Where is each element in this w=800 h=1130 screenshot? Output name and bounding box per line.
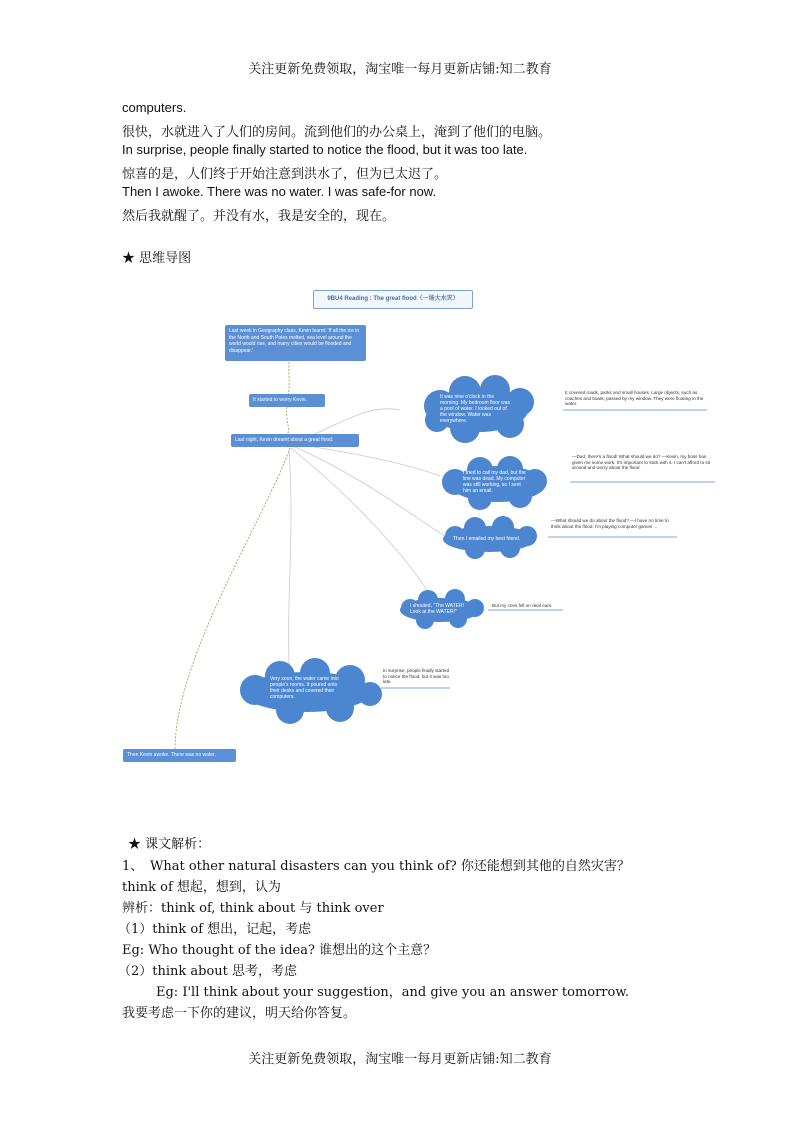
text-line: 惊喜的是，人们终于开始注意到洪水了，但为已太迟了。 [122, 167, 448, 182]
mindmap-heading: ★ 思维导图 [122, 251, 192, 266]
note-text: In surprise, people finally started to notice the flood, but it was too late. [383, 668, 450, 685]
mind-map [115, 278, 715, 768]
cloud-text: It was nine o'clock in the morning. My bedroom floor was a pool of water. I looked out of the window. Water was everywhere. [440, 394, 511, 424]
end-node: Then Kevin awoke. There was no water. [123, 749, 236, 762]
dream-node: Last night, Kevin dreamt about a great flood. [231, 434, 359, 447]
mind-map-title: 9BU4 Reading : The great flood（一场大水灾） [313, 290, 473, 309]
cloud-text: I tried to call my dad, but the line was dead. My computer was still working, so I sent him an email. [463, 470, 526, 494]
text-line: 我要考虑一下你的建议，明天给你答复。 [122, 1006, 357, 1021]
cloud-text: I shouted, "The WATER! Look at the WATER!" [410, 603, 465, 615]
text-line: 然后我就醒了。并没有水，我是安全的，现在。 [122, 209, 396, 224]
text-line: （1）think of 想出，记起，考虑 [118, 922, 312, 937]
page-footer: 关注更新免费领取，淘宝唯一每月更新店铺:知二教育 [248, 1052, 552, 1067]
text-line: think of 想起，想到，认为 [122, 880, 281, 895]
text-line: Then I awoke. There was no water. I was safe-for now. [122, 184, 437, 199]
intro-node: Last week in Geography class, Kevin learnt: 'If all the ice in the North and South Poles melted, sea level around the world would rise, and many cities would be flooded and disappear.' [225, 325, 366, 361]
question-number: 1、 [122, 859, 144, 874]
text-line: （2）think about 思考，考虑 [118, 964, 298, 979]
note-text: —Dad, there's a flood! What should we do? —Kevin, my boss has given me some work. It's important to stick with it. I can't afford to sit around and worry about the flood. [572, 454, 711, 471]
cloud-text: Very soon, the water came into people's rooms. It poured onto their desks and covered their computers. [270, 676, 339, 700]
page-header: 关注更新免费领取，淘宝唯一每月更新店铺:知二教育 [248, 62, 552, 77]
analysis-heading: ★ 课文解析： [128, 837, 211, 852]
note-text: But my cries fell on deaf ears. [492, 603, 553, 608]
cloud-text: Then I emailed my best friend. [453, 536, 521, 542]
text-line: computers. [122, 100, 187, 115]
note-text: It covered roads, parks and small houses. Large objects, such as coaches and boats, passed by my window. They were floating in the water. [565, 390, 704, 407]
question-text: What other natural disasters can you think of? 你还能想到其他的自然灾害？ [150, 859, 630, 874]
text-line: 很快，水就进入了人们的房间。流到他们的办公桌上，淹到了他们的电脑。 [122, 125, 552, 140]
text-line: Eg: Who thought of the idea? 谁想出的这个主意？ [122, 943, 437, 958]
worry-node: It started to worry Kevin. [249, 394, 325, 407]
text-line: 辨析：think of, think about 与 think over [122, 901, 384, 916]
note-text: —What should we do about the flood? —I have no time to think about the flood. I'm playing computer games ... [551, 518, 669, 529]
text-line: Eg: I'll think about your suggestion，and give you an answer tomorrow. [156, 985, 630, 1000]
text-line: In surprise, people finally started to notice the flood, but it was too late. [122, 142, 528, 157]
